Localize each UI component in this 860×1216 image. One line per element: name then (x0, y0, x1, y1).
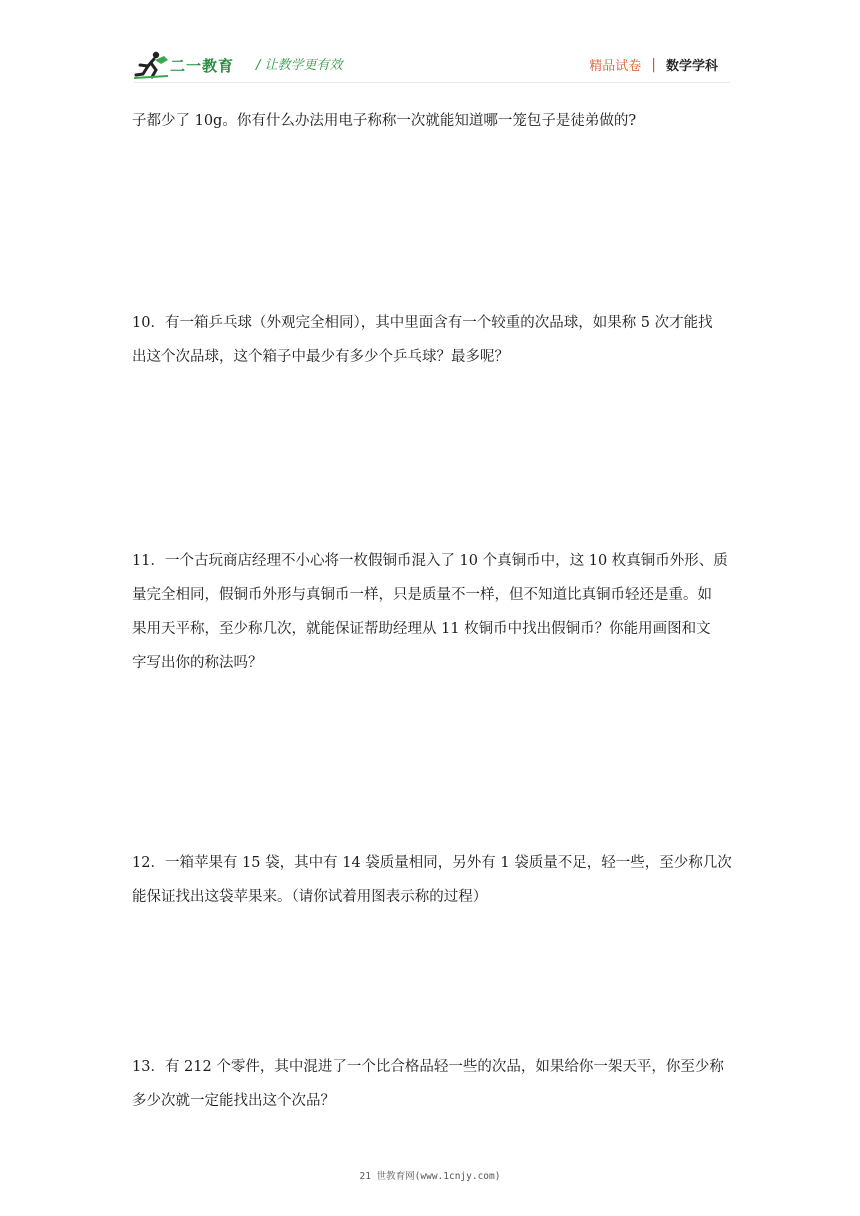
question-line: 量完全相同，假铜币外形与真铜币一样，只是质量不一样，但不知道比真铜币轻还是重。如 (132, 587, 712, 603)
question-line: 12．一箱苹果有 15 袋，其中有 14 袋质量相同，另外有 1 袋质量不足，轻一些，至少称几次 (132, 855, 732, 871)
runner-logo-icon (134, 50, 170, 80)
header-badges (589, 55, 718, 74)
badge-subject: 数学学科 (665, 59, 718, 74)
header-separator: | (651, 56, 656, 73)
footer-text: 21 世教育网(www.1cnjy.com) (359, 1171, 501, 1182)
question-line: 字写出你的称法吗？ (132, 655, 263, 671)
question-line: 13．有 212 个零件，其中混进了一个比合格品轻一些的次品，如果给你一架天平，你至少称 (132, 1059, 724, 1075)
logo-text: 二一教育 (170, 57, 235, 75)
continuation-line: 子都少了 10g。你有什么办法用电子称称一次就能知道哪一笼包子是徒弟做的? (132, 113, 637, 129)
question-10 (132, 306, 732, 374)
brand-logo (134, 50, 244, 80)
page-header (134, 46, 730, 82)
question-12 (132, 846, 732, 914)
slogan: / 让教学更有效 (256, 58, 343, 73)
question-11 (132, 544, 732, 680)
question-line: 能保证找出这袋苹果来。（请你试着用图表示称的过程） (132, 889, 488, 905)
question-13 (132, 1050, 732, 1118)
question-line: 10．有一箱乒乓球（外观完全相同），其中里面含有一个较重的次品球，如果称 5 次才能找 (132, 315, 713, 331)
question-line: 果用天平称，至少称几次，就能保证帮助经理从 11 枚铜币中找出假铜币？你能用画图和文 (132, 621, 711, 637)
continuation-text (132, 104, 732, 138)
question-line: 11．一个古玩商店经理不小心将一枚假铜币混入了 10 个真铜币中，这 10 枚真铜币外形、质 (132, 553, 728, 569)
badge-quality: 精品试卷 (589, 59, 642, 74)
page-footer (0, 1168, 860, 1182)
question-line: 多少次就一定能找出这个次品？ (132, 1093, 335, 1109)
header-divider (134, 82, 730, 83)
question-line: 出这个次品球，这个箱子中最少有多少个乒乓球？最多呢？ (132, 349, 509, 365)
